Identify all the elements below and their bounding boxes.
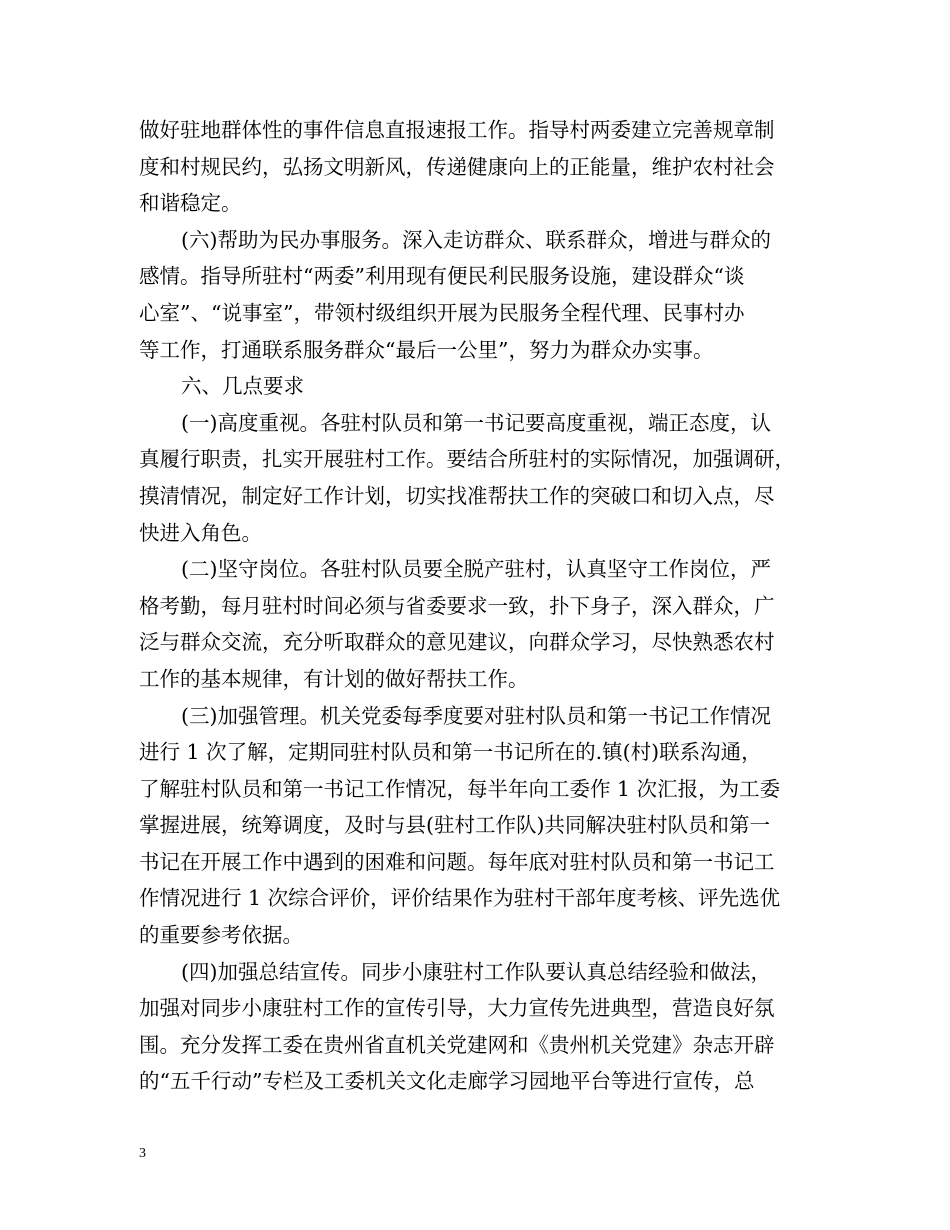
document-body — [139, 112, 817, 1100]
text-line: 加强对同步小康驻村工作的宣传引导，大力宣传先进典型，营造良好氛 — [139, 996, 775, 1021]
text-line: 的“五千行动”专栏及工委机关文化走廊学习园地平台等进行宣传，总 — [139, 1069, 755, 1094]
text-line: (二)坚守岗位。各驻村队员要全脱产驻村，认真坚守工作岗位，严 — [181, 557, 771, 582]
text-line: 摸清情况，制定好工作计划，切实找准帮扶工作的突破口和切入点，尽 — [139, 483, 775, 508]
text-line: 工作的基本规律，有计划的做好帮扶工作。 — [139, 666, 529, 691]
text-line: 作情况进行 1 次综合评价，评价结果作为驻村干部年度考核、评先选优 — [139, 886, 781, 911]
text-line: 掌握进展，统筹调度，及时与县(驻村工作队)共同解决驻村队员和第一 — [139, 813, 770, 838]
text-line: 进行 1 次了解，定期同驻村队员和第一书记所在的.镇(村)联系沟通， — [139, 740, 762, 765]
text-line: 真履行职责，扎实开展驻村工作。要结合所驻村的实际情况，加强调研， — [139, 447, 795, 472]
page-number: 3 — [139, 1146, 146, 1161]
text-line: (三)加强管理。机关党委每季度要对驻村队员和第一书记工作情况 — [181, 703, 771, 728]
text-line: 心室”、“说事室”，带领村级组织开展为民服务全程代理、民事村办 — [139, 300, 745, 325]
text-line: 等工作，打通联系服务群众“最后一公里”，努力为群众办实事。 — [139, 337, 714, 362]
text-line: 围。充分发挥工委在贵州省直机关党建网和《贵州机关党建》杂志开辟 — [139, 1032, 775, 1057]
text-line: 做好驻地群体性的事件信息直报速报工作。指导村两委建立完善规章制 — [139, 118, 775, 142]
text-line: 的重要参考依据。 — [139, 923, 303, 948]
text-line: 六、几点要求 — [181, 374, 304, 399]
text-line: (四)加强总结宣传。同步小康驻村工作队要认真总结经验和做法， — [181, 959, 771, 984]
text-line: (一)高度重视。各驻村队员和第一书记要高度重视，端正态度，认 — [181, 410, 771, 435]
text-line: 和谐稳定。 — [139, 191, 242, 216]
text-line: 了解驻村队员和第一书记工作情况，每半年向工委作 1 次汇报，为工委 — [139, 776, 781, 801]
text-line: 书记在开展工作中遇到的困难和问题。每年底对驻村队员和第一书记工 — [139, 849, 775, 874]
text-line: 格考勤，每月驻村时间必须与省委要求一致，扑下身子，深入群众，广 — [139, 593, 775, 618]
text-line: 泛与群众交流，充分听取群众的意见建议，向群众学习，尽快熟悉农村 — [139, 630, 775, 655]
text-line: (六)帮助为民办事服务。深入走访群众、联系群众，增进与群众的 — [181, 227, 771, 252]
text-line: 度和村规民约，弘扬文明新风，传递健康向上的正能量，维护农村社会 — [139, 154, 775, 179]
text-line: 感情。指导所驻村“两委”利用现有便民利民服务设施，建设群众“谈 — [139, 264, 745, 289]
text-line: 快进入角色。 — [139, 520, 262, 545]
